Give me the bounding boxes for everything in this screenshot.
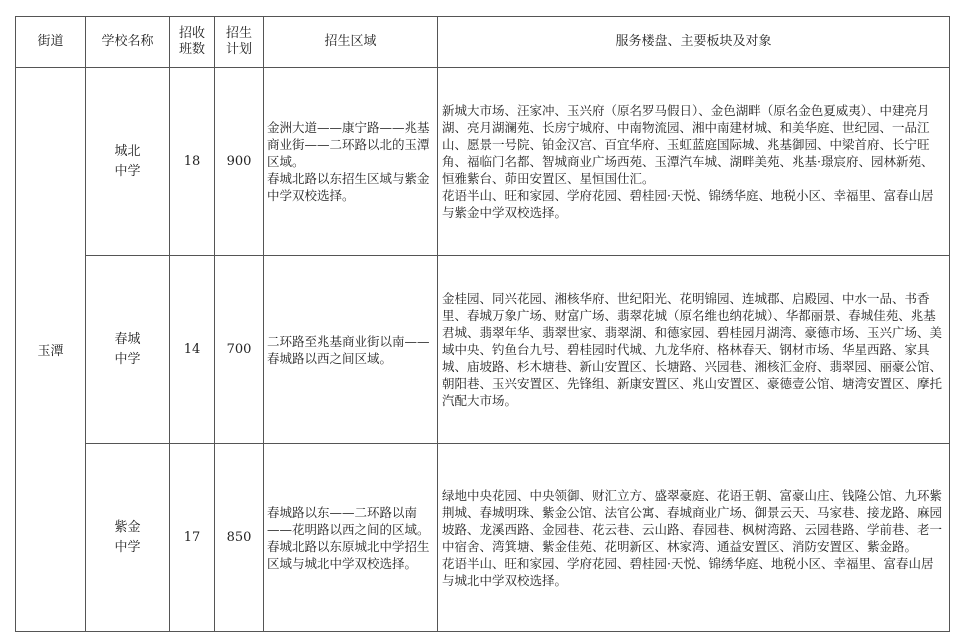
header-classes: 招收 班数 (170, 17, 215, 68)
school-name-cell: 紫金 中学 (86, 444, 170, 632)
plan-cell: 850 (215, 444, 264, 632)
header-plan: 招生 计划 (215, 17, 264, 68)
header-school: 学校名称 (86, 17, 170, 68)
header-street: 街道 (16, 17, 86, 68)
enrollment-table (15, 16, 950, 632)
classes-cell: 14 (170, 256, 215, 444)
school-name-cell: 春城 中学 (86, 256, 170, 444)
plan-cell: 900 (215, 68, 264, 256)
header-zone: 招生区域 (264, 17, 438, 68)
header-row (16, 17, 950, 68)
table-row (16, 68, 950, 256)
plan-cell: 700 (215, 256, 264, 444)
zone-cell: 春城路以东——二环路以南——花明路以西之间的区域。 春城北路以东原城北中学招生区域与城北中学双校选择。 (264, 444, 438, 632)
zone-cell: 金洲大道——康宁路——兆基商业街——二环路以北的玉潭区域。 春城北路以东招生区域与紫金中学双校选择。 (264, 68, 438, 256)
header-service: 服务楼盘、主要板块及对象 (438, 17, 950, 68)
street-cell: 玉潭 (16, 68, 86, 632)
zone-cell: 二环路至兆基商业街以南——春城路以西之间区域。 (264, 256, 438, 444)
service-cell: 新城大市场、汪家冲、玉兴府（原名罗马假日）、金色湖畔（原名金色夏威夷）、中建亮月湖、亮月湖澜苑、长房宁城府、中南物流园、湘中南建材城、和美华庭、世纪园、一品江山、愿景一号院、铂金汉宫、百宜华府、玉虹蓝庭国际城、兆基御园、中梁首府、长宁旺角、福临门名都、智城商业广场西苑、玉潭汽车城、湖畔美苑、兆基·璟宸府、园林新苑、恒雅紫台、茆田安置区、星恒国仕汇。 花语半山、旺和家园、学府花园、碧桂园·天悦、锦绣华庭、地税小区、幸福里、富春山居与紫金中学双校选择。 (438, 68, 950, 256)
service-cell: 金桂园、同兴花园、湘核华府、世纪阳光、花明锦园、连城郡、启殿园、中水一品、书香里、春城万象广场、财富广场、翡翠花城（原名维也纳花城）、华都丽景、春城佳苑、兆基君城、翡翠年华、翡翠世家、翡翠湖、和德家园、碧桂园月湖湾、豪德市场、玉兴广场、美域中央、钓鱼台九号、碧桂园时代城、九龙华府、格林春天、钢材市场、华星西路、家具城、庙坡路、杉木塘巷、新山安置区、长塘路、兴园巷、湘核汇金府、翡翠园、丽豪公馆、朝阳巷、玉兴安置区、先锋组、新康安置区、兆山安置区、豪德壹公馆、塘湾安置区、摩托汽配大市场。 (438, 256, 950, 444)
school-name-cell: 城北 中学 (86, 68, 170, 256)
classes-cell: 17 (170, 444, 215, 632)
table-row (16, 256, 950, 444)
classes-cell: 18 (170, 68, 215, 256)
service-cell: 绿地中央花园、中央领御、财汇立方、盛翠豪庭、花语王朝、富豪山庄、钱隆公馆、九环紫荆城、春城明珠、紫金公馆、法官公寓、春城商业广场、御景云天、马家巷、接龙路、麻园坡路、龙溪西路、金园巷、花云巷、云山路、春园巷、枫树湾路、云园巷路、学前巷、老一中宿舍、湾箕塘、紫金佳苑、花明新区、林家湾、通益安置区、消防安置区、紫金路。 花语半山、旺和家园、学府花园、碧桂园·天悦、锦绣华庭、地税小区、幸福里、富春山居与城北中学双校选择。 (438, 444, 950, 632)
table-row (16, 444, 950, 632)
